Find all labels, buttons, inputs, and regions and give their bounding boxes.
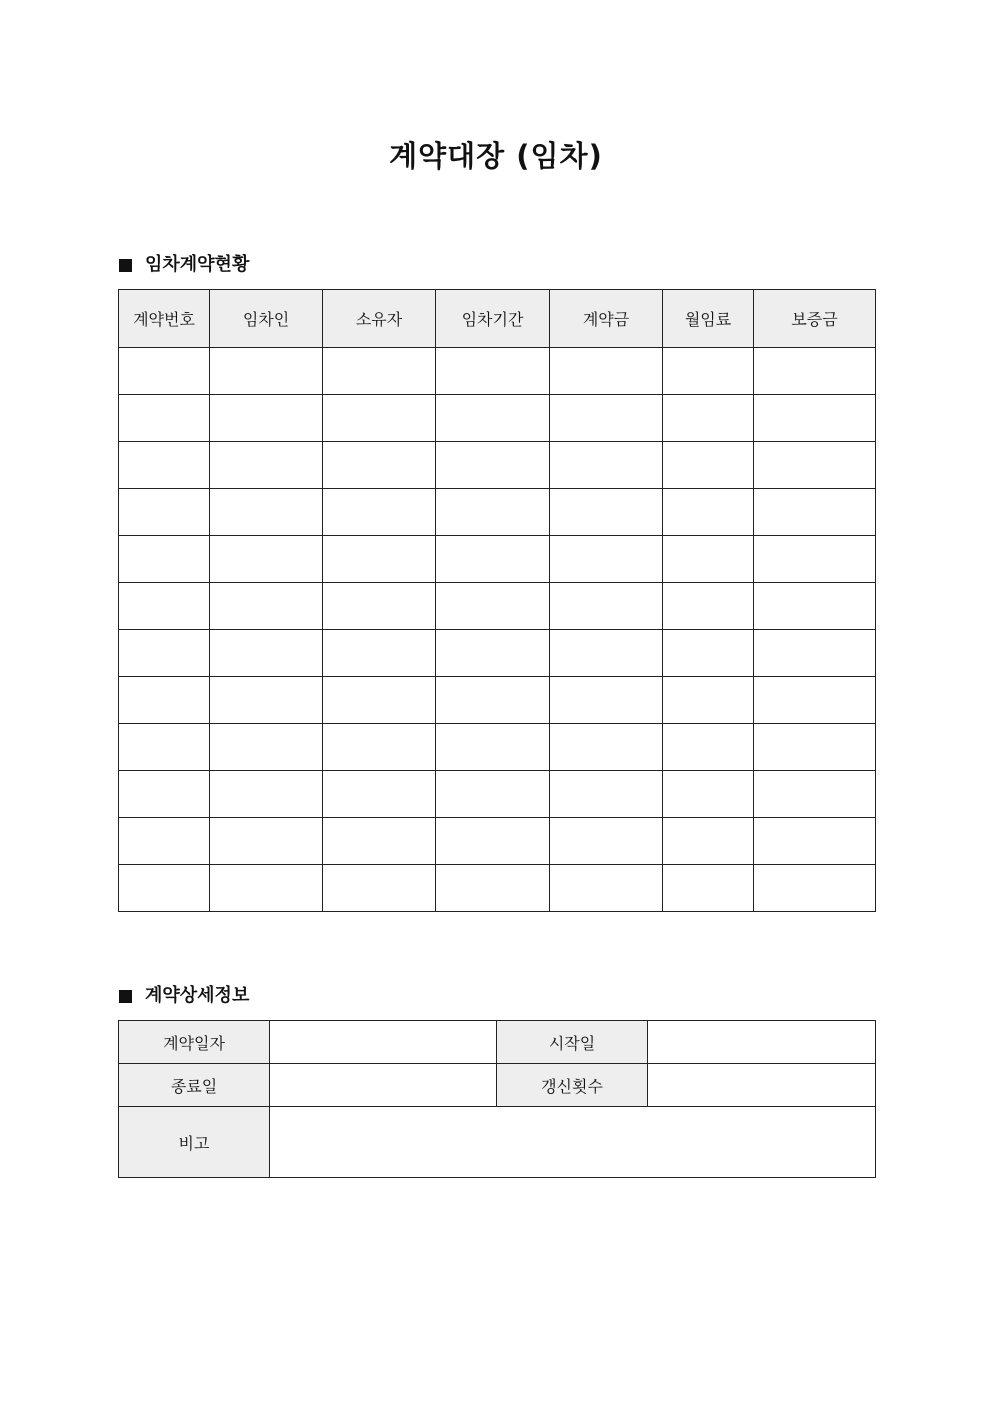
end-date-value[interactable]: [270, 1064, 497, 1107]
deposit-cell[interactable]: [754, 489, 876, 536]
down-payment-cell[interactable]: [550, 395, 663, 442]
lease-status-table-body: [119, 348, 876, 912]
lessee-cell[interactable]: [210, 630, 323, 677]
down-payment-cell[interactable]: [550, 724, 663, 771]
lease-period-cell[interactable]: [436, 536, 550, 583]
section-heading-contract-details: [119, 984, 249, 1008]
deposit-cell[interactable]: [754, 818, 876, 865]
owner-cell[interactable]: [323, 395, 436, 442]
deposit-cell[interactable]: [754, 536, 876, 583]
owner-cell[interactable]: [323, 677, 436, 724]
section-heading-label: 임차계약현황: [145, 254, 250, 275]
renewal-count-value[interactable]: [648, 1064, 876, 1107]
lease-period-cell[interactable]: [436, 583, 550, 630]
lease-period-cell[interactable]: [436, 489, 550, 536]
lease-period-cell[interactable]: [436, 865, 550, 912]
contract-number-cell[interactable]: [119, 442, 210, 489]
deposit-cell[interactable]: [754, 583, 876, 630]
down-payment-cell[interactable]: [550, 818, 663, 865]
section-heading-lease-status: [119, 253, 249, 277]
table-row: [119, 865, 876, 912]
lessee-cell[interactable]: [210, 348, 323, 395]
lease-period-cell[interactable]: [436, 818, 550, 865]
column-header-deposit: 보증금: [754, 290, 876, 348]
table-row: [119, 348, 876, 395]
owner-cell[interactable]: [323, 771, 436, 818]
lessee-cell[interactable]: [210, 818, 323, 865]
lease-period-cell[interactable]: [436, 677, 550, 724]
owner-cell[interactable]: [323, 489, 436, 536]
owner-cell[interactable]: [323, 818, 436, 865]
end-date-label: 종료일: [119, 1064, 270, 1107]
monthly-rent-cell[interactable]: [663, 771, 754, 818]
square-bullet-icon: [119, 259, 132, 272]
monthly-rent-cell[interactable]: [663, 395, 754, 442]
lease-period-cell[interactable]: [436, 348, 550, 395]
deposit-cell[interactable]: [754, 395, 876, 442]
lease-period-cell[interactable]: [436, 724, 550, 771]
lessee-cell[interactable]: [210, 489, 323, 536]
contract-date-value[interactable]: [270, 1021, 497, 1064]
owner-cell[interactable]: [323, 442, 436, 489]
lessee-cell[interactable]: [210, 583, 323, 630]
contract-number-cell[interactable]: [119, 677, 210, 724]
contract-number-cell[interactable]: [119, 536, 210, 583]
page-title: 계약대장 (임차): [389, 139, 603, 173]
contract-number-cell[interactable]: [119, 583, 210, 630]
down-payment-cell[interactable]: [550, 865, 663, 912]
column-header-monthly-rent: 월임료: [663, 290, 754, 348]
monthly-rent-cell[interactable]: [663, 677, 754, 724]
lease-period-cell[interactable]: [436, 771, 550, 818]
monthly-rent-cell[interactable]: [663, 583, 754, 630]
column-header-down-payment: 계약금: [550, 290, 663, 348]
deposit-cell[interactable]: [754, 442, 876, 489]
lease-period-cell[interactable]: [436, 395, 550, 442]
down-payment-cell[interactable]: [550, 348, 663, 395]
lessee-cell[interactable]: [210, 724, 323, 771]
table-row: [119, 818, 876, 865]
table-row: [119, 630, 876, 677]
deposit-cell[interactable]: [754, 865, 876, 912]
deposit-cell[interactable]: [754, 348, 876, 395]
start-date-label: 시작일: [497, 1021, 648, 1064]
lease-period-cell[interactable]: [436, 630, 550, 677]
down-payment-cell[interactable]: [550, 442, 663, 489]
down-payment-cell[interactable]: [550, 536, 663, 583]
monthly-rent-cell[interactable]: [663, 865, 754, 912]
column-header-lessee: 임차인: [210, 290, 323, 348]
remarks-value[interactable]: [270, 1107, 876, 1178]
table-row: [119, 395, 876, 442]
down-payment-cell[interactable]: [550, 583, 663, 630]
monthly-rent-cell[interactable]: [663, 818, 754, 865]
lessee-cell[interactable]: [210, 865, 323, 912]
deposit-cell[interactable]: [754, 724, 876, 771]
square-bullet-icon: [119, 990, 132, 1003]
table-row: [119, 583, 876, 630]
table-row: [119, 771, 876, 818]
deposit-cell[interactable]: [754, 677, 876, 724]
column-header-contract-number: 계약번호: [119, 290, 210, 348]
monthly-rent-cell[interactable]: [663, 348, 754, 395]
column-header-owner: 소유자: [323, 290, 436, 348]
contract-number-cell[interactable]: [119, 724, 210, 771]
monthly-rent-cell[interactable]: [663, 536, 754, 583]
table-row: [119, 536, 876, 583]
table-row: [119, 677, 876, 724]
detail-row: [119, 1064, 876, 1107]
contract-details-table: [118, 1020, 876, 1178]
monthly-rent-cell[interactable]: [663, 489, 754, 536]
contract-number-cell[interactable]: [119, 489, 210, 536]
remarks-label: 비고: [119, 1107, 270, 1178]
deposit-cell[interactable]: [754, 771, 876, 818]
deposit-cell[interactable]: [754, 630, 876, 677]
lessee-cell[interactable]: [210, 395, 323, 442]
contract-date-label: 계약일자: [119, 1021, 270, 1064]
renewal-count-label: 갱신횟수: [497, 1064, 648, 1107]
contract-number-cell[interactable]: [119, 630, 210, 677]
contract-number-cell[interactable]: [119, 395, 210, 442]
section-heading-label: 계약상세정보: [145, 985, 250, 1006]
monthly-rent-cell[interactable]: [663, 724, 754, 771]
lessee-cell[interactable]: [210, 536, 323, 583]
table-header-row: [119, 290, 876, 348]
down-payment-cell[interactable]: [550, 771, 663, 818]
owner-cell[interactable]: [323, 583, 436, 630]
down-payment-cell[interactable]: [550, 630, 663, 677]
owner-cell[interactable]: [323, 865, 436, 912]
contract-number-cell[interactable]: [119, 771, 210, 818]
monthly-rent-cell[interactable]: [663, 630, 754, 677]
contract-number-cell[interactable]: [119, 348, 210, 395]
table-row: [119, 724, 876, 771]
start-date-value[interactable]: [648, 1021, 876, 1064]
owner-cell[interactable]: [323, 536, 436, 583]
detail-row: [119, 1021, 876, 1064]
lease-status-table: [118, 289, 876, 912]
table-row: [119, 489, 876, 536]
down-payment-cell[interactable]: [550, 489, 663, 536]
monthly-rent-cell[interactable]: [663, 442, 754, 489]
column-header-lease-period: 임차기간: [436, 290, 550, 348]
down-payment-cell[interactable]: [550, 677, 663, 724]
lessee-cell[interactable]: [210, 442, 323, 489]
owner-cell[interactable]: [323, 630, 436, 677]
owner-cell[interactable]: [323, 348, 436, 395]
contract-number-cell[interactable]: [119, 818, 210, 865]
lease-period-cell[interactable]: [436, 442, 550, 489]
lessee-cell[interactable]: [210, 771, 323, 818]
owner-cell[interactable]: [323, 724, 436, 771]
contract-number-cell[interactable]: [119, 865, 210, 912]
table-row: [119, 442, 876, 489]
lessee-cell[interactable]: [210, 677, 323, 724]
detail-row: [119, 1107, 876, 1178]
